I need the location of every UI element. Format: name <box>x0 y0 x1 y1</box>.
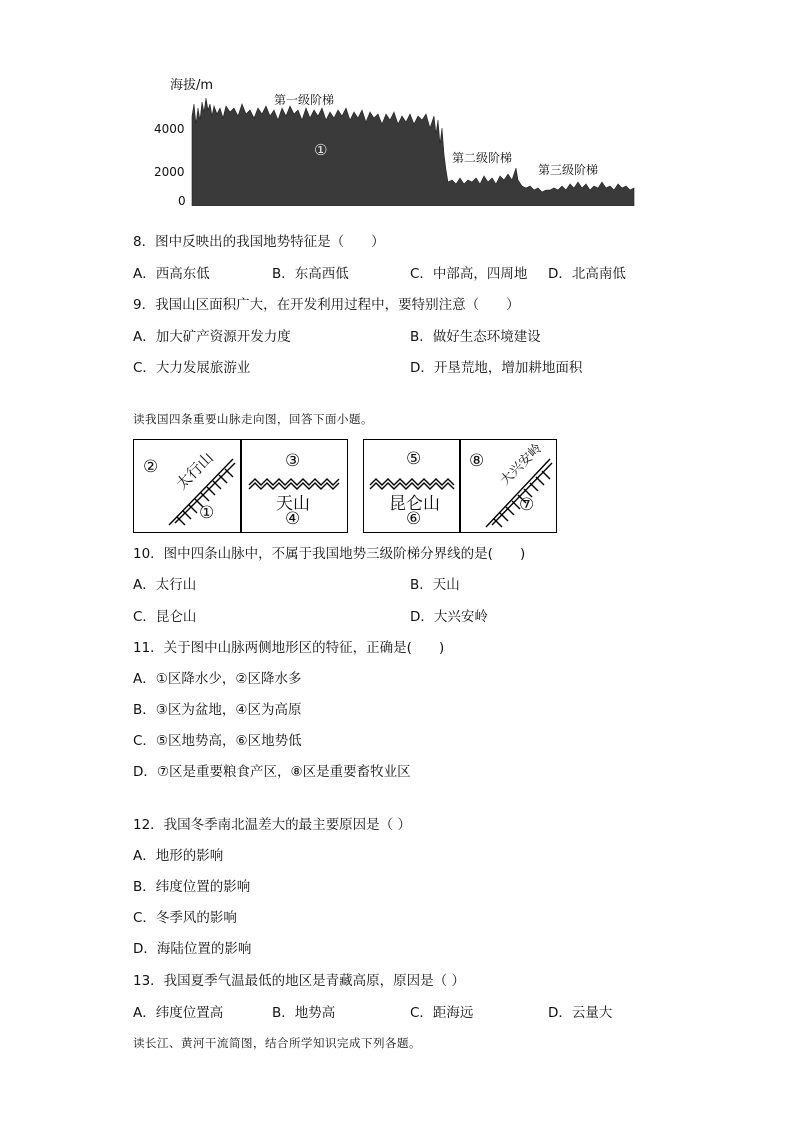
q11-option-d[interactable]: D．⑦区是重要粮食产区，⑧区是重要畜牧业区 <box>133 764 411 780</box>
q10-option-b[interactable]: B．天山 <box>410 577 460 593</box>
question-12: 12．我国冬季南北温差大的最主要原因是（ ） <box>133 817 411 833</box>
intro-mountains: 读我国四条重要山脉走向图，回答下面小题。 <box>133 412 373 426</box>
question-9: 9．我国山区面积广大，在开发利用过程中，要特别注意（ ） <box>133 297 520 313</box>
q12-option-d[interactable]: D．海陆位置的影响 <box>133 941 252 957</box>
mountain-diagram <box>133 439 557 534</box>
profile-silhouette <box>190 94 636 206</box>
q12-option-a[interactable]: A．地形的影响 <box>133 848 224 864</box>
q12-option-b[interactable]: B．纬度位置的影响 <box>133 879 251 895</box>
daxinganling-label: 大兴安岭 <box>497 441 546 489</box>
tick-2000: 2000 <box>154 165 185 179</box>
q11-option-b[interactable]: B．③区为盆地，④区为高原 <box>133 702 302 718</box>
q13-option-a[interactable]: A．纬度位置高 <box>133 1005 224 1021</box>
question-11: 11．关于图中山脉两侧地形区的特征，正确是( ) <box>133 640 445 656</box>
question-8: 8．图中反映出的我国地势特征是（ ） <box>133 234 385 250</box>
q11-option-a[interactable]: A．①区降水少，②区降水多 <box>133 671 302 687</box>
tick-0: 0 <box>178 194 186 208</box>
q8-option-c[interactable]: C．中部高，四周地 <box>410 266 528 282</box>
mark-5: ⑤ <box>406 449 422 469</box>
q9-option-b[interactable]: B．做好生态环境建设 <box>410 329 541 345</box>
mark-3: ③ <box>285 451 301 471</box>
q10-option-d[interactable]: D．大兴安岭 <box>410 609 488 625</box>
mark-2: ② <box>143 457 159 477</box>
area-mark-1: ① <box>314 141 328 159</box>
intro-rivers: 读长江、黄河干流简图，结合所学知识完成下列各题。 <box>133 1036 421 1050</box>
mark-8: ⑧ <box>469 451 485 471</box>
q10-option-c[interactable]: C．昆仑山 <box>133 609 197 625</box>
mark-6: ⑥ <box>406 509 422 529</box>
profile-ylabel: 海拔/m <box>170 78 214 93</box>
q8-option-a[interactable]: A．西高东低 <box>133 266 210 282</box>
mark-7: ⑦ <box>519 495 535 515</box>
elevation-profile <box>150 70 650 215</box>
q13-option-d[interactable]: D．云量大 <box>548 1005 613 1021</box>
question-10: 10．图中四条山脉中，不属于我国地势三级阶梯分界线的是( ) <box>133 546 526 562</box>
q12-option-c[interactable]: C．冬季风的影响 <box>133 910 237 926</box>
q8-option-d[interactable]: D．北高南低 <box>548 266 626 282</box>
step-label-second: 第二级阶梯 <box>452 151 513 165</box>
mark-4: ④ <box>285 509 301 529</box>
q13-option-c[interactable]: C．距海远 <box>410 1005 474 1021</box>
step-label-third: 第三级阶梯 <box>538 163 599 177</box>
q13-option-b[interactable]: B．地势高 <box>272 1005 336 1021</box>
q8-option-b[interactable]: B．东高西低 <box>272 266 349 282</box>
mark-1: ① <box>199 503 215 523</box>
tianshan-label: 天山 <box>276 494 310 514</box>
q11-option-c[interactable]: C．⑤区地势高，⑥区地势低 <box>133 733 302 749</box>
q9-option-c[interactable]: C．大力发展旅游业 <box>133 360 251 376</box>
kunlun-label: 昆仑山 <box>389 494 440 514</box>
question-13: 13．我国夏季气温最低的地区是青藏高原，原因是（ ） <box>133 973 465 989</box>
tick-4000: 4000 <box>154 122 185 136</box>
q9-option-a[interactable]: A．加大矿产资源开发力度 <box>133 329 291 345</box>
taihang-label: 太行山 <box>172 448 217 494</box>
q10-option-a[interactable]: A．太行山 <box>133 577 197 593</box>
step-label-first: 第一级阶梯 <box>274 93 335 107</box>
q9-option-d[interactable]: D．开垦荒地，增加耕地面积 <box>410 360 583 376</box>
